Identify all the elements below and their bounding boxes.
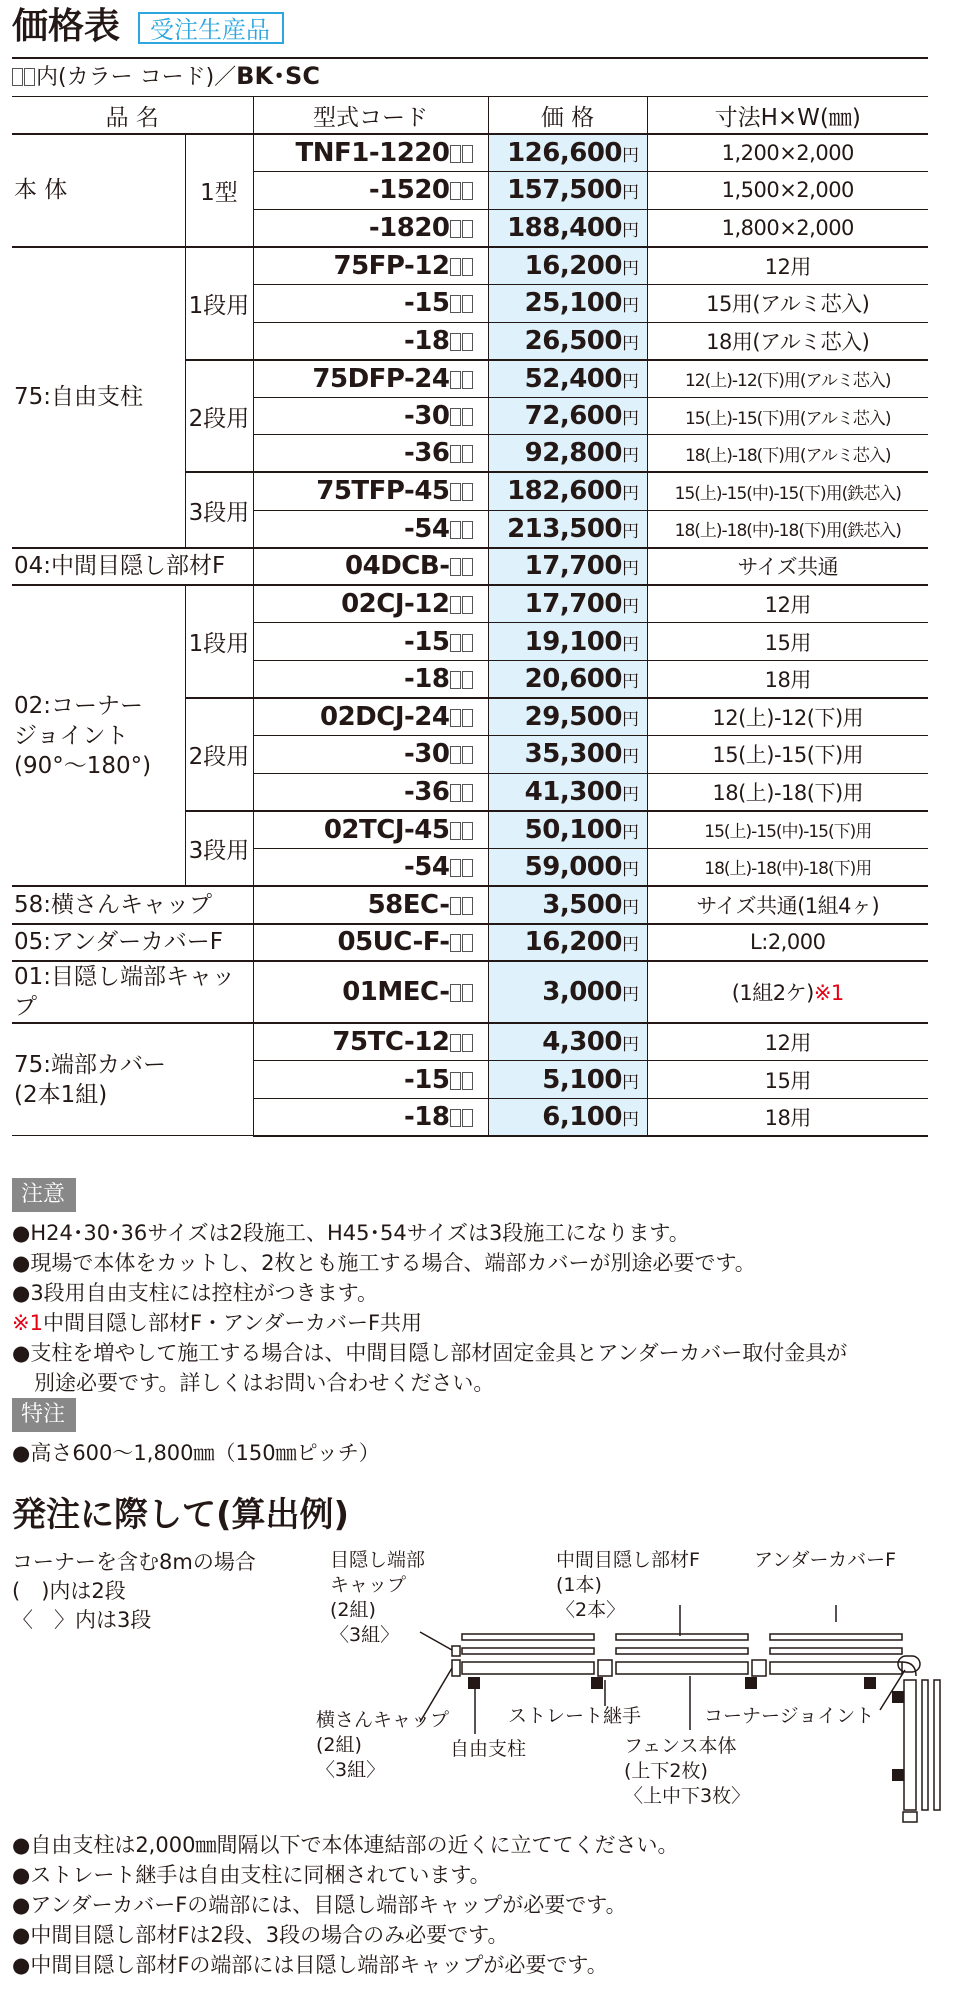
model-code: 04DCB- bbox=[253, 548, 488, 586]
end-cap-vertical bbox=[903, 1812, 917, 1822]
model-code: 02DCJ-24 bbox=[253, 698, 488, 736]
dimension: 18用 bbox=[647, 1098, 928, 1136]
caution-item: ●現場で本体をカットし、2枚とも施工する場合、端部カバーが別途必要です。 bbox=[12, 1251, 756, 1275]
model-code: -15 bbox=[253, 284, 488, 322]
price: 16,200円 bbox=[488, 924, 647, 962]
dimension: 15用(アルミ芯入) bbox=[647, 284, 928, 322]
under-cover-rail bbox=[616, 1634, 748, 1640]
order-note: ●アンダーカバーFの端部には、目隠し端部キャップが必要です。 bbox=[12, 1893, 627, 1917]
header-size: 寸法H×W(㎜) bbox=[647, 97, 928, 135]
dimension: 1,800×2,000 bbox=[647, 209, 928, 247]
dimension: 15(上)-15(中)-15(下)用(鉄芯入) bbox=[647, 472, 928, 510]
price: 126,600円 bbox=[488, 134, 647, 172]
label-corner-joint: コーナージョイント bbox=[704, 1705, 875, 1727]
post-marker bbox=[591, 1677, 603, 1689]
post-marker bbox=[892, 1691, 904, 1703]
made-to-order-badge: 受注生産品 bbox=[138, 12, 284, 44]
dimension: (1組2ケ)※1 bbox=[647, 961, 928, 1023]
model-code: -36 bbox=[253, 773, 488, 811]
label-post: 自由支柱 bbox=[450, 1738, 527, 1760]
label-end-cap: 目隠し端部 キャップ (2組) 〈3組〉 bbox=[330, 1549, 426, 1646]
end-cap bbox=[452, 1646, 460, 1656]
dimension: L:2,000 bbox=[647, 924, 928, 962]
model-code: -1820 bbox=[253, 209, 488, 247]
price: 16,200円 bbox=[488, 247, 647, 285]
post-marker bbox=[468, 1677, 480, 1689]
order-example-heading: 発注に際して(算出例) bbox=[12, 1495, 350, 1535]
model-code: 01MEC- bbox=[253, 961, 488, 1023]
label-straight-joint: ストレート継手 bbox=[508, 1705, 642, 1727]
page-title: 価格表 bbox=[12, 6, 121, 47]
header-code: 型式コード bbox=[253, 97, 488, 135]
product-category: 05:アンダーカバーF bbox=[12, 924, 253, 962]
price: 25,100円 bbox=[488, 284, 647, 322]
price: 4,300円 bbox=[488, 1023, 647, 1061]
price: 52,400円 bbox=[488, 360, 647, 398]
header-name: 品 名 bbox=[12, 97, 253, 135]
corner-joint bbox=[902, 1662, 916, 1676]
label-yokosan-cap: 横さんキャップ (2組) 〈3組〉 bbox=[316, 1709, 450, 1781]
product-category: 本 体 bbox=[12, 134, 185, 247]
order-notes bbox=[12, 1830, 678, 1980]
model-code: -18 bbox=[253, 322, 488, 360]
product-category: 58:横さんキャップ bbox=[12, 886, 253, 924]
tier-label: 2段用 bbox=[185, 698, 253, 811]
dimension: 18(上)-18(中)-18(下)用 bbox=[647, 848, 928, 886]
under-cover-rail bbox=[770, 1634, 902, 1640]
dimension: サイズ共通(1組4ヶ) bbox=[647, 886, 928, 924]
price: 26,500円 bbox=[488, 322, 647, 360]
dimension: 12(上)-12(下)用(アルミ芯入) bbox=[647, 360, 928, 398]
order-intro: コーナーを含む8mの場合 ( )内は2段 〈 〉内は3段 bbox=[12, 1550, 256, 1632]
order-note: ●中間目隠し部材Fは2段、3段の場合のみ必要です。 bbox=[12, 1923, 509, 1947]
dimension: 12用 bbox=[647, 1023, 928, 1061]
price: 50,100円 bbox=[488, 811, 647, 849]
price: 19,100円 bbox=[488, 623, 647, 661]
model-code: 05UC-F- bbox=[253, 924, 488, 962]
dimension: 18(上)-18(下)用(アルミ芯入) bbox=[647, 435, 928, 473]
order-note: ●中間目隠し部材Fの端部には目隠し端部キャップが必要です。 bbox=[12, 1953, 608, 1977]
price: 5,100円 bbox=[488, 1061, 647, 1099]
straight-joint bbox=[752, 1660, 766, 1676]
dimension: 12用 bbox=[647, 585, 928, 623]
dimension: 18(上)-18(下)用 bbox=[647, 773, 928, 811]
fence-body bbox=[616, 1662, 748, 1674]
label-fence-body: フェンス本体 (上下2枚) 〈上中下3枚〉 bbox=[624, 1735, 751, 1807]
tier-label: 2段用 bbox=[185, 360, 253, 473]
tier-label: 3段用 bbox=[185, 811, 253, 886]
price: 17,700円 bbox=[488, 548, 647, 586]
dimension: 1,200×2,000 bbox=[647, 134, 928, 172]
label-middle-rail: 中間目隠し部材F (1本) 〈2本〉 bbox=[556, 1549, 700, 1621]
price: 17,700円 bbox=[488, 585, 647, 623]
model-code: 02CJ-12 bbox=[253, 585, 488, 623]
dimension: 15(上)-15(下)用(アルミ芯入) bbox=[647, 397, 928, 435]
model-code: -54 bbox=[253, 848, 488, 886]
caution-heading: 注意 bbox=[12, 1178, 76, 1212]
dimension: 18(上)-18(中)-18(下)用(鉄芯入) bbox=[647, 510, 928, 548]
product-category: 75:端部カバー (2本1組) bbox=[12, 1023, 253, 1136]
tier-label: 1段用 bbox=[185, 247, 253, 360]
price: 3,500円 bbox=[488, 886, 647, 924]
under-cover-rail bbox=[462, 1634, 594, 1640]
model-code: -18 bbox=[253, 660, 488, 698]
dimension: 15(上)-15(下)用 bbox=[647, 736, 928, 774]
label-under-cover: アンダーカバーF bbox=[754, 1549, 897, 1571]
middle-rail bbox=[462, 1648, 594, 1654]
model-code: 75TC-12 bbox=[253, 1023, 488, 1061]
price: 72,600円 bbox=[488, 397, 647, 435]
model-code: 75DFP-24 bbox=[253, 360, 488, 398]
color-codes: BK･SC bbox=[236, 62, 320, 90]
dimension: 12用 bbox=[647, 247, 928, 285]
order-note: ●自由支柱は2,000㎜間隔以下で本体連結部の近くに立ててください。 bbox=[12, 1833, 679, 1857]
dimension: 18用 bbox=[647, 660, 928, 698]
price: 188,400円 bbox=[488, 209, 647, 247]
post-marker bbox=[864, 1677, 876, 1689]
price: 29,500円 bbox=[488, 698, 647, 736]
price: 6,100円 bbox=[488, 1098, 647, 1136]
note-mark: ※1 bbox=[813, 981, 844, 1006]
model-code: TNF1-1220 bbox=[253, 134, 488, 172]
dimension: 15用 bbox=[647, 623, 928, 661]
price: 92,800円 bbox=[488, 435, 647, 473]
middle-rail-vertical bbox=[922, 1680, 928, 1810]
price: 20,600円 bbox=[488, 660, 647, 698]
tier-label: 1段用 bbox=[185, 585, 253, 698]
model-code: -15 bbox=[253, 623, 488, 661]
model-code: -1520 bbox=[253, 172, 488, 210]
fence-body bbox=[462, 1662, 594, 1674]
header-price: 価 格 bbox=[488, 97, 647, 135]
special-order-heading: 特注 bbox=[12, 1398, 76, 1432]
model-code: -30 bbox=[253, 397, 488, 435]
caution-item: ●支柱を増やして施工する場合は、中間目隠し部材固定金具とアンダーカバー取付金具が bbox=[12, 1341, 848, 1365]
end-cap bbox=[452, 1660, 460, 1676]
color-code-prefix: 内(カラー コード)／ bbox=[36, 65, 237, 90]
special-order-item: ●高さ600～1,800㎜（150㎜ピッチ） bbox=[12, 1441, 380, 1465]
model-code: -15 bbox=[253, 1061, 488, 1099]
middle-rail bbox=[616, 1648, 748, 1654]
price: 35,300円 bbox=[488, 736, 647, 774]
price: 182,600円 bbox=[488, 472, 647, 510]
price: 3,000円 bbox=[488, 961, 647, 1023]
dimension: 12(上)-12(下)用 bbox=[647, 698, 928, 736]
caution-item: ●H24･30･36サイズは2段施工、H45･54サイズは3段施工になります。 bbox=[12, 1221, 690, 1245]
model-code: 75FP-12 bbox=[253, 247, 488, 285]
dimension: サイズ共通 bbox=[647, 548, 928, 586]
product-category: 01:目隠し端部キャップ bbox=[12, 961, 253, 1023]
price: 59,000円 bbox=[488, 848, 647, 886]
model-code: -30 bbox=[253, 736, 488, 774]
price: 157,500円 bbox=[488, 172, 647, 210]
order-note: ●ストレート継手は自由支柱に同梱されています。 bbox=[12, 1863, 491, 1887]
middle-rail bbox=[770, 1648, 902, 1654]
caution-item-cont: 別途必要です。詳しくはお問い合わせください。 bbox=[34, 1371, 495, 1395]
product-category: 75:自由支柱 bbox=[12, 247, 185, 548]
post-marker bbox=[745, 1677, 757, 1689]
dimension: 18用(アルミ芯入) bbox=[647, 322, 928, 360]
product-category: 02:コーナー ジョイント (90°～180°) bbox=[12, 585, 185, 886]
straight-joint bbox=[598, 1660, 612, 1676]
price: 213,500円 bbox=[488, 510, 647, 548]
model-code: 75TFP-45 bbox=[253, 472, 488, 510]
under-cover-rail-vertical bbox=[934, 1680, 940, 1810]
product-category: 04:中間目隠し部材F bbox=[12, 548, 253, 586]
model-code: -36 bbox=[253, 435, 488, 473]
model-code: 02TCJ-45 bbox=[253, 811, 488, 849]
price: 41,300円 bbox=[488, 773, 647, 811]
fence-body-vertical bbox=[904, 1680, 916, 1810]
fence-body bbox=[770, 1662, 902, 1674]
model-code: -18 bbox=[253, 1098, 488, 1136]
tier-label: 3段用 bbox=[185, 472, 253, 547]
model-code: 58EC- bbox=[253, 886, 488, 924]
model-code: -54 bbox=[253, 510, 488, 548]
post-marker bbox=[892, 1769, 904, 1781]
dimension: 1,500×2,000 bbox=[647, 172, 928, 210]
dimension: 15用 bbox=[647, 1061, 928, 1099]
dimension: 15(上)-15(中)-15(下)用 bbox=[647, 811, 928, 849]
note-mark: ※1 bbox=[12, 1311, 43, 1335]
caution-item-mark1: ※1中間目隠し部材F・アンダーカバーF共用 bbox=[12, 1311, 423, 1335]
tier-label: 1型 bbox=[185, 134, 253, 247]
caution-item: ●3段用自由支柱には控柱がつきます。 bbox=[12, 1281, 379, 1305]
